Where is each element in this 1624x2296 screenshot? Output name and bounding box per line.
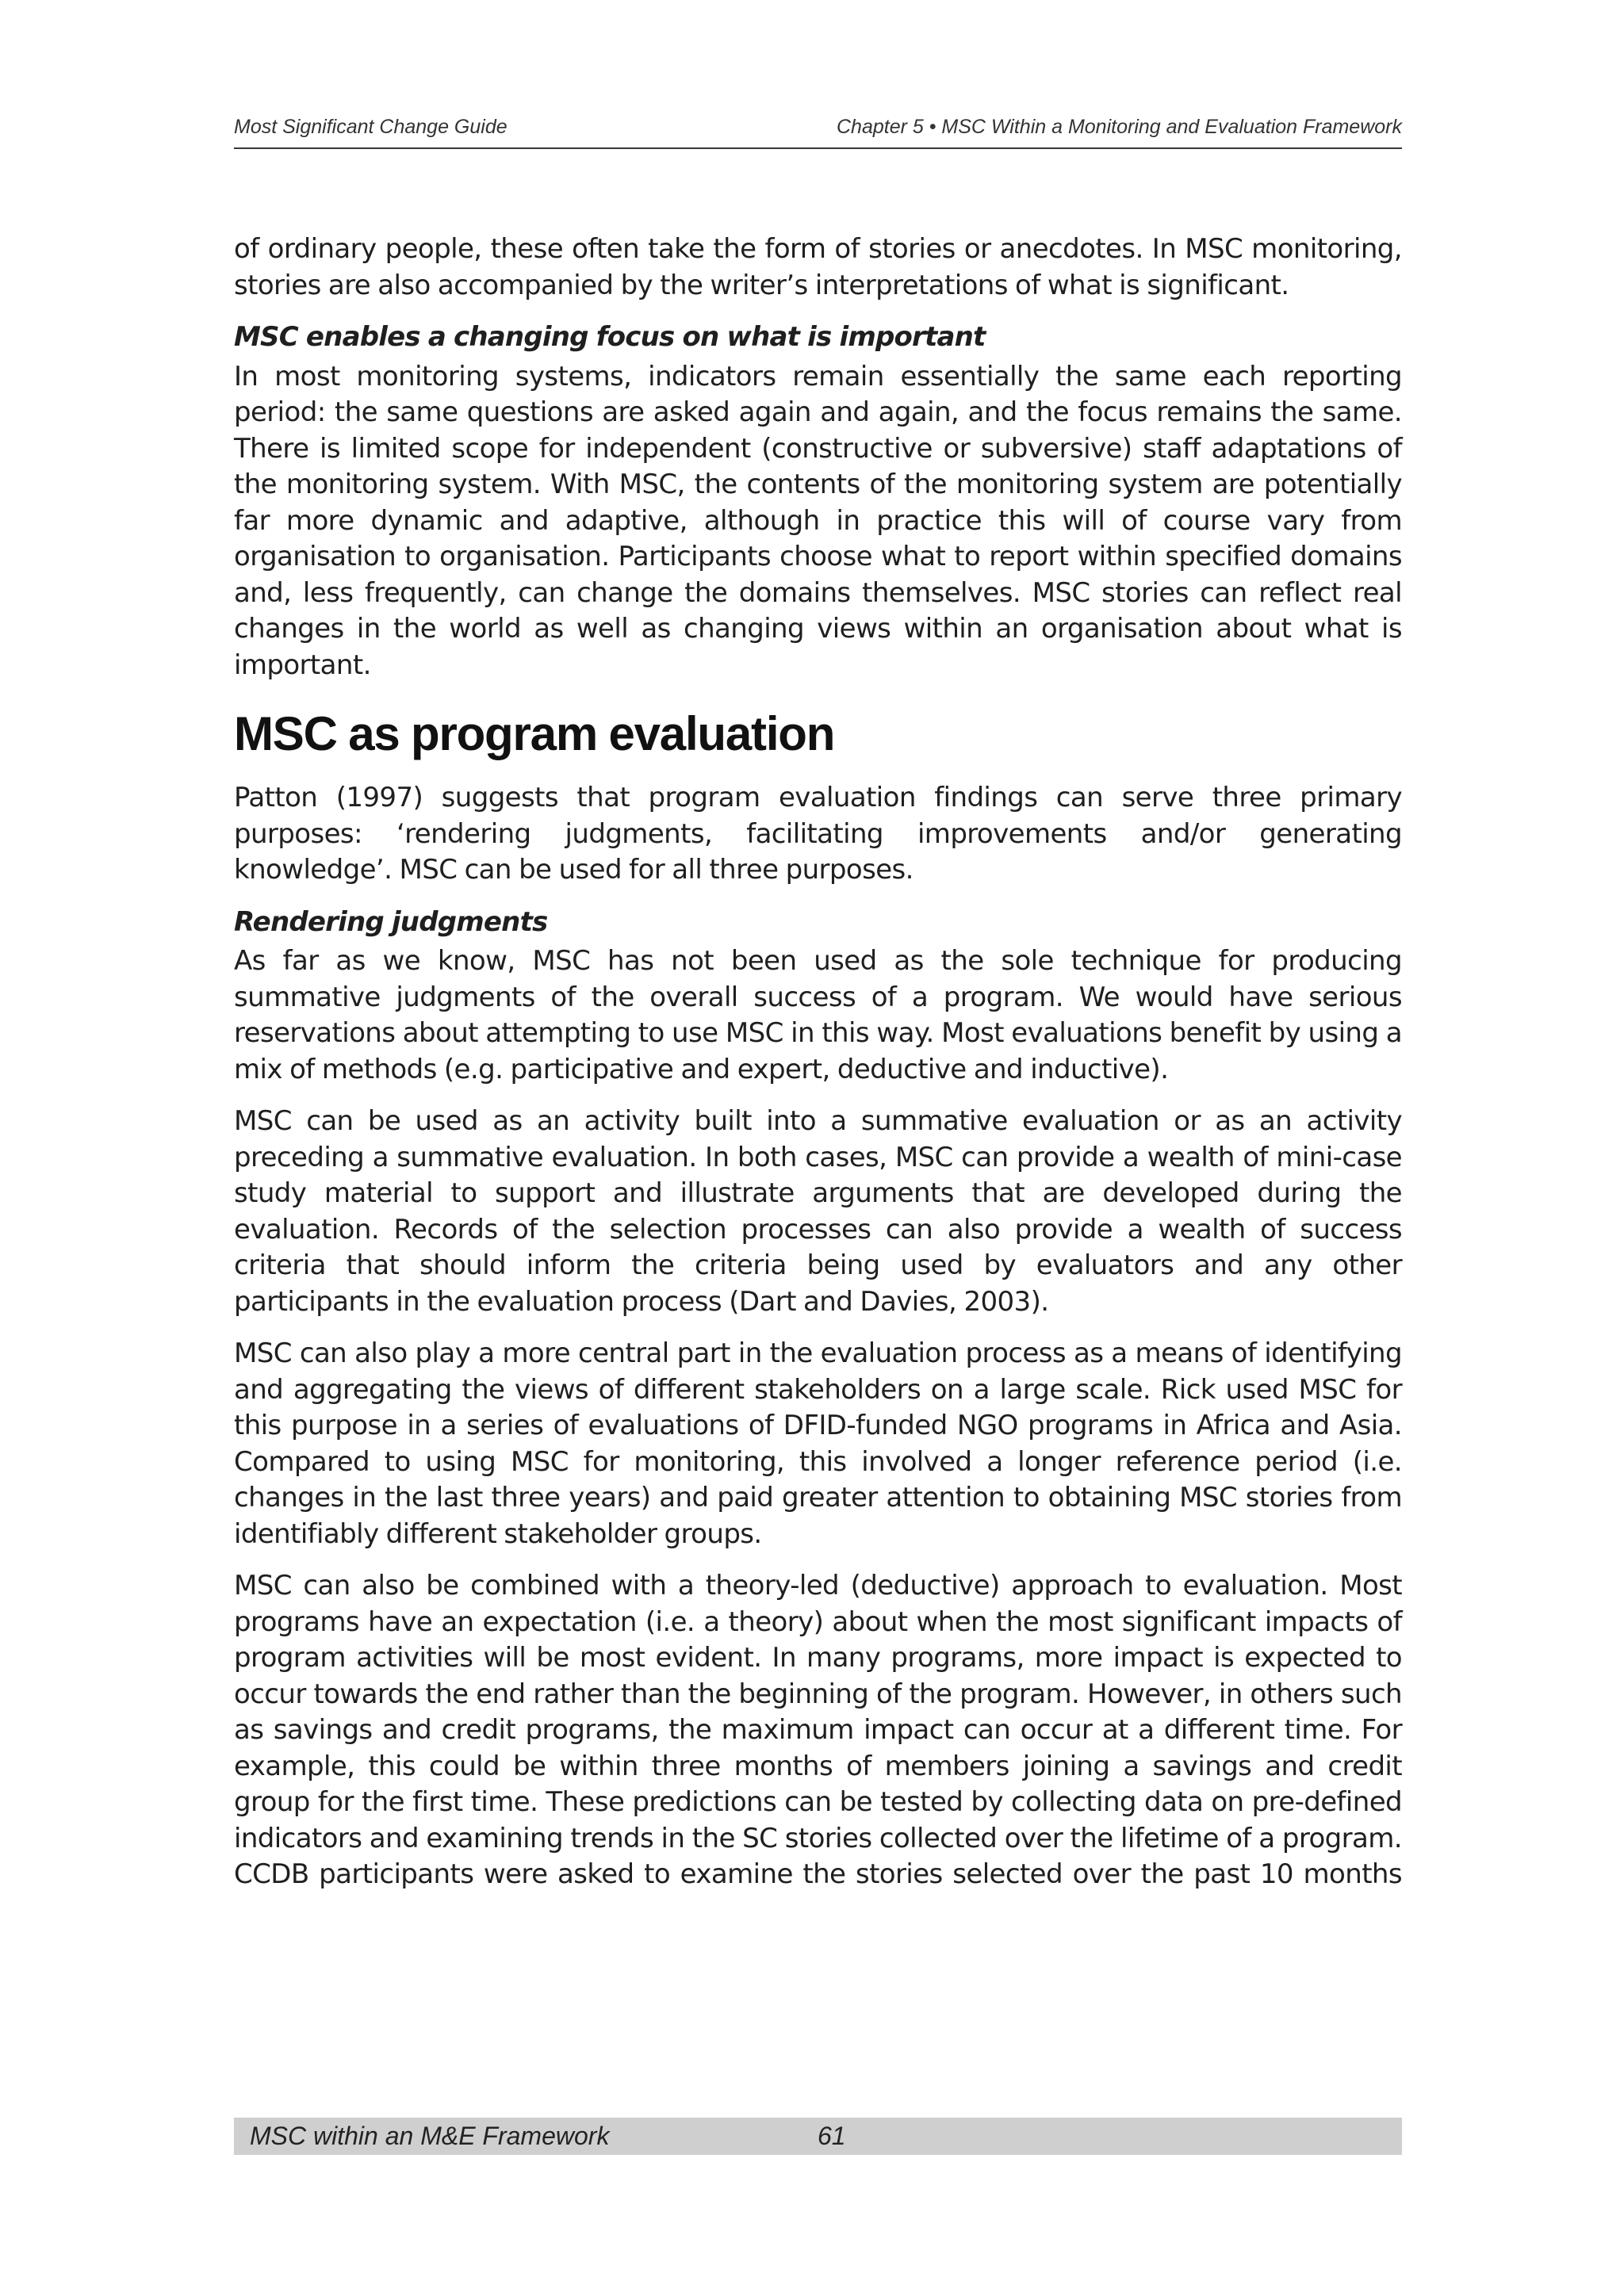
- footer-bar: [234, 2118, 1402, 2155]
- subheading-changing-focus: MSC enables a changing focus on what is important: [234, 321, 986, 353]
- header-guide-title: Most Significant Change Guide: [234, 116, 508, 138]
- paragraph-theory-led: MSC can also be combined with a theory-led (deductive) approach to evaluation. Most programs have an expectation (i.e. a theory) about when the most significant impacts of program activities will be most evident. In many programs, more impact is expected to occur towards the end rather than the beginning of the program. However, in others such as savings and credit programs, the maximum impact can occur at a different time. For example, this could be within three months of members joining a savings and credit group for the first time. These predictions can be tested by collecting data on pre-defined indicators and examining trends in the SC stories collected over the lifetime of a program. CCDB participants were asked to examine the stories selected over the past 10 months: [234, 1570, 1402, 1890]
- running-header: [234, 116, 1402, 149]
- paragraph-patton: Patton (1997) suggests that program evaluation findings can serve three primary purposes: ‘rendering judgments, facilitating improvements and/or generating knowledge’. MSC can be used for all three purposes.: [234, 782, 1402, 886]
- paragraph-monitoring-systems: In most monitoring systems, indicators remain essentially the same each reporting period: the same questions are asked again and again, and the focus remains the same. There is limited scope for independent (constructive or subversive) staff adaptations of the monitoring system. With MSC, the contents of the monitoring system are potentially far more dynamic and adaptive, although in practice this will of course vary from organisation to organisation. Participants choose what to report within specified domains and, less frequently, can change the domains themselves. MSC stories can reflect real changes in the world as well as changing views within an organisation about what is important.: [234, 360, 1402, 681]
- footer-section-label: MSC within an M&E Framework: [250, 2122, 610, 2150]
- section-heading: MSC as program evaluation: [234, 707, 835, 760]
- paragraph-continued: of ordinary people, these often take the form of stories or anecdotes. In MSC monitoring, stories are also accompanied by the writer’s interpretations of what is significant.: [234, 233, 1402, 301]
- header-chapter-title: Chapter 5 • MSC Within a Monitoring and Evaluation Framework: [836, 116, 1402, 138]
- page-number: 61: [818, 2122, 846, 2150]
- paragraph-stakeholders: MSC can also play a more central part in the evaluation process as a means of identifying and aggregating the views of different stakeholders on a large scale. Rick used MSC for this purpose in a series of evaluations of DFID-funded NGO programs in Africa and Asia. Compared to using MSC for monitoring, this involved a longer reference period (i.e. changes in the last three years) and paid greater attention to obtaining MSC stories from identifiably different stakeholder groups.: [234, 1337, 1402, 1550]
- paragraph-activity: MSC can be used as an activity built into a summative evaluation or as an activity preceding a summative evaluation. In both cases, MSC can provide a wealth of mini-case study material to support and illustrate arguments that are developed during the evaluation. Records of the selection processes can also provide a wealth of success criteria that should inform the criteria being used by evaluators and any other participants in the evaluation process (Dart and Davies, 2003).: [234, 1105, 1402, 1318]
- page-body: [234, 232, 1402, 1909]
- subheading-rendering-judgments: Rendering judgments: [234, 905, 548, 938]
- paragraph-summative: As far as we know, MSC has not been used as the sole technique for producing summative judgments of the overall success of a program. We would have serious reservations about attempting to use MSC in this way. Most evaluations benefit by using a mix of methods (e.g. participative and expert, deductive and inductive).: [234, 945, 1402, 1085]
